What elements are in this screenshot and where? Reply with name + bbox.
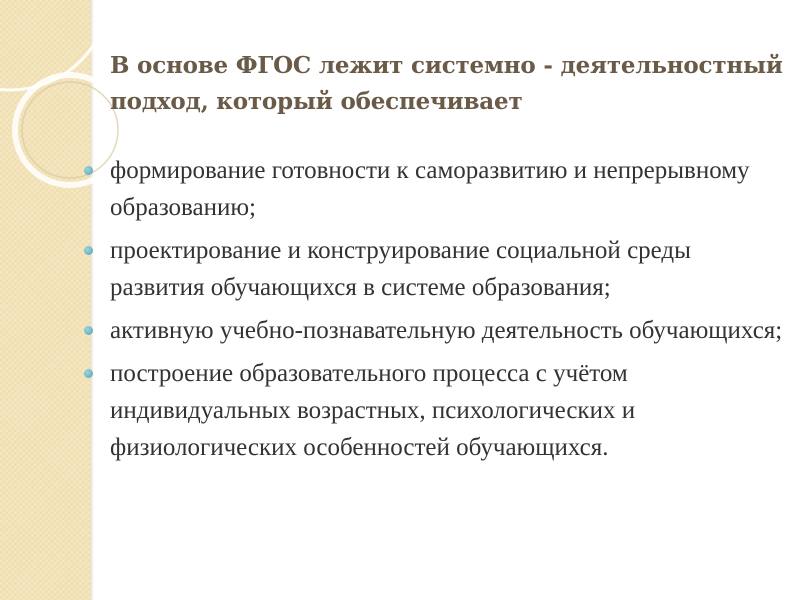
bullet-dot-icon — [84, 369, 93, 378]
bullet-text-4: построение образовательного процесса с учётом индивидуальных возрастных, психологических и физиологических особенностей обучающихся. — [110, 360, 636, 461]
bullet-dot-icon — [84, 326, 93, 335]
bullet-text-1: формирование готовности к саморазвитию и непрерывному образованию; — [110, 157, 750, 221]
bullet-item-3 — [84, 312, 784, 349]
bullet-text-3: активную учебно-познавательную деятельность обучающихся; — [110, 317, 783, 344]
slide-title: В основе ФГОС лежит системно - деятельностный подход, который обеспечивает — [110, 52, 783, 115]
bullet-dot-icon — [84, 246, 93, 255]
bullet-dot-icon — [84, 166, 93, 175]
bullet-text-2: проектирование и конструирование социальной среды развития обучающихся в системе образования; — [110, 237, 691, 301]
bullet-list — [84, 152, 784, 472]
bullet-item-2 — [84, 232, 784, 306]
bullet-item-1 — [84, 152, 784, 226]
bullet-item-4 — [84, 355, 784, 466]
